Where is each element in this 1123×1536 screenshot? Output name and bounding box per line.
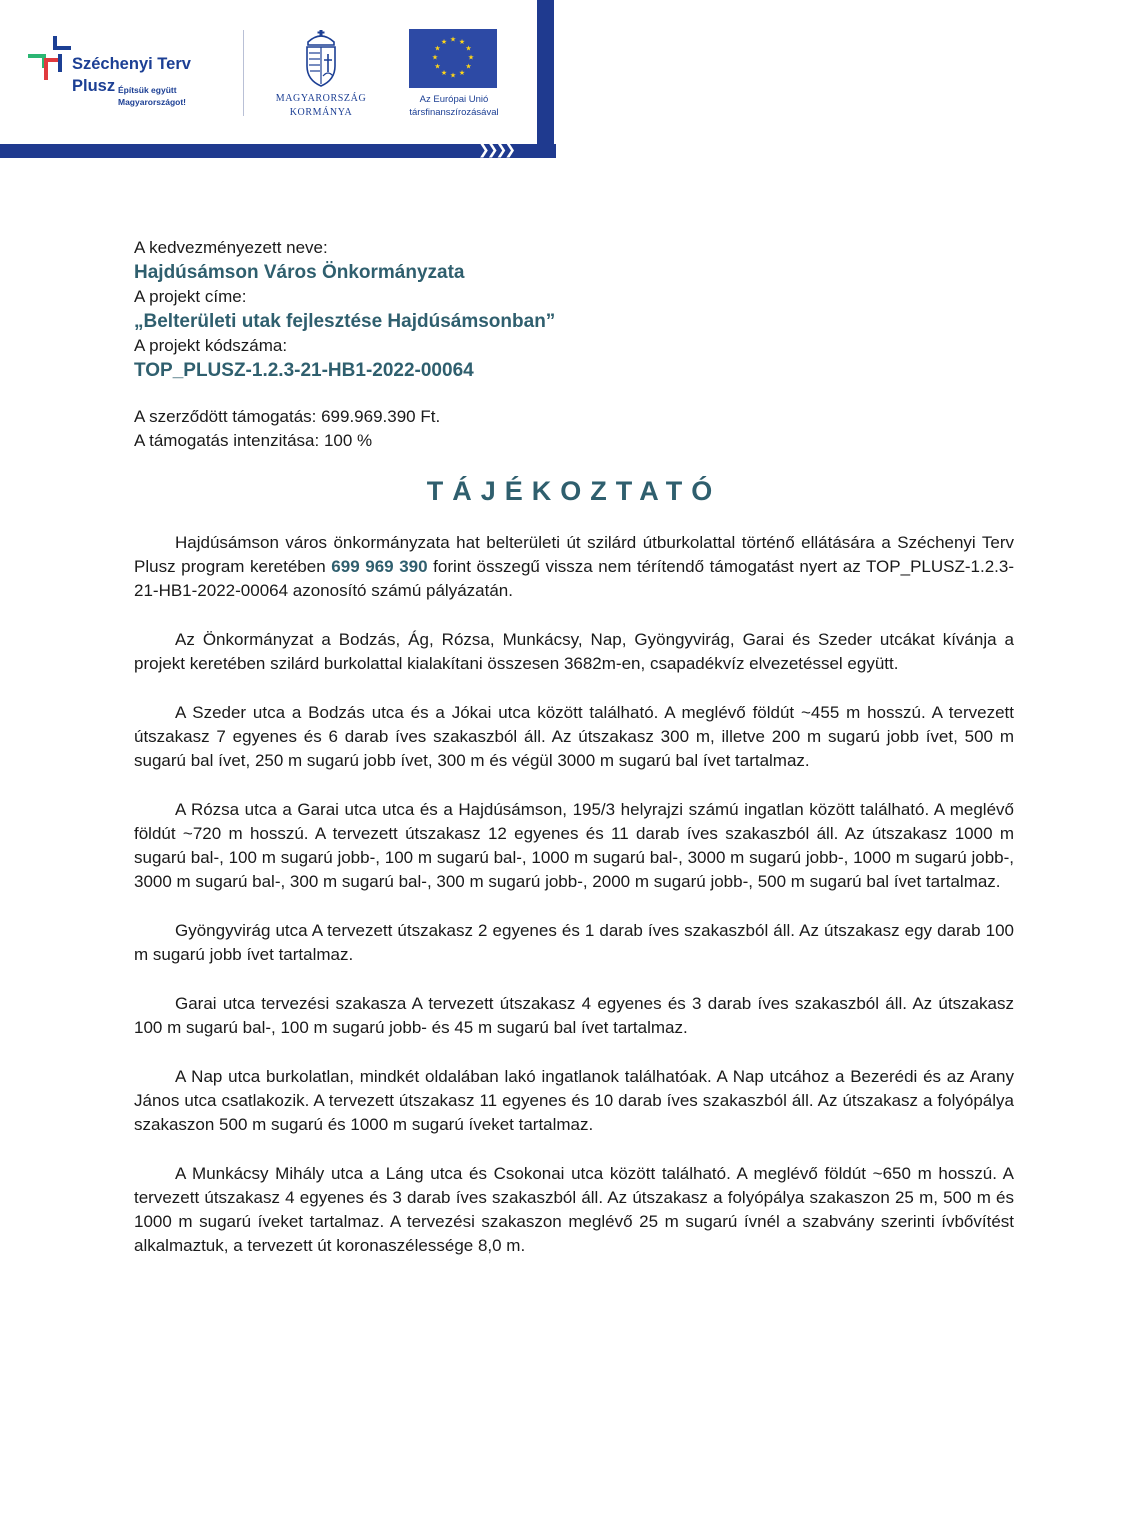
project-title: „Belterületi utak fejlesztése Hajdúsámsonban” <box>134 311 556 332</box>
beneficiary-label: A kedvezményezett neve: <box>134 238 328 257</box>
slogan-line-2: Magyarországot! <box>118 97 187 107</box>
beneficiary-name: Hajdúsámson Város Önkormányzata <box>134 262 465 283</box>
svg-text:★: ★ <box>467 53 475 62</box>
project-code: TOP_PLUSZ-1.2.3-21-HB1-2022-00064 <box>134 360 474 381</box>
government-line-2: KORMÁNYA <box>289 107 353 118</box>
government-label <box>264 92 378 120</box>
header-banner <box>0 0 1089 160</box>
paragraph-streets: Az Önkormányzat a Bodzás, Ág, Rózsa, Munkácsy, Nap, Gyöngyvirág, Garai és Szeder utcákat kívánja a projekt keretében szilárd burkolattal kialakítani összesen 3682m-en, csapadékvíz elvezetéssel együtt. <box>134 630 1014 673</box>
paragraph-intro <box>134 531 1014 603</box>
chevron-right-icon: ❯❯❯❯ <box>478 142 513 158</box>
svg-text:★: ★ <box>434 44 441 53</box>
government-line-1: MAGYARORSZÁG <box>275 93 367 104</box>
document-title: TÁJÉKOZTATÓ <box>426 476 722 506</box>
project-title-label: A projekt címe: <box>134 287 247 306</box>
szechenyi-slogan <box>118 84 228 108</box>
grant-amount: A szerződött támogatás: 699.969.390 Ft. <box>134 407 441 426</box>
svg-text:★: ★ <box>431 53 439 62</box>
banner-vertical-stripe <box>537 0 1089 158</box>
banner-horizontal-stripe <box>0 144 556 158</box>
svg-text:★: ★ <box>449 71 457 80</box>
szechenyi-plusz: Plusz <box>72 77 116 95</box>
svg-text:★: ★ <box>458 69 466 77</box>
paragraph-munkacsy-utca: A Munkácsy Mihály utca a Láng utca és Csokonai utca között található. A meglévő földút ~650 m hosszú. A tervezett útszakasz 4 egyenes és 3 darab íves szakaszból áll. Az útszakasz a folyópálya szakaszon 25 m, 500 m és 1000 m sugarú íveket tartalmaz. A tervezési szakaszon meglévő 25 m sugarú ívnél a szabvány szerinti ívbővítést alkalmaztuk, a tervezett út koronaszélessége 8,0 m. <box>134 1164 1014 1255</box>
svg-text:★: ★ <box>440 69 448 77</box>
eu-label <box>395 93 513 119</box>
szechenyi-name: Széchenyi Terv <box>72 55 191 73</box>
svg-text:★: ★ <box>465 44 472 53</box>
svg-text:★: ★ <box>449 35 457 44</box>
paragraph-nap-utca: A Nap utca burkolatlan, mindkét oldalában lakó ingatlanok találhatóak. A Nap utcához a Bezerédi és az Arany János utca csatlakozik. A tervezett útszakasz 11 egyenes és 10 darab íves szakaszból áll. Az útszakasz a folyópálya szakaszon 500 m sugarú és 1000 m sugarú íveket tartalmaz. <box>134 1067 1014 1134</box>
svg-text:★: ★ <box>440 38 448 46</box>
svg-text:★: ★ <box>458 38 466 46</box>
grant-intensity: A támogatás intenzitása: 100 % <box>134 431 373 450</box>
paragraph-intro-part-2: forint összegű vissza nem térítendő támogatást nyert az TOP_PLUSZ-1.2.3-21-HB1-2022-00064 azonosító számú pályázatán. <box>134 557 1014 600</box>
document-body <box>134 236 1014 1283</box>
project-code-label: A projekt kódszáma: <box>134 336 288 355</box>
grant-amount-highlight: 699 969 390 <box>331 557 428 576</box>
paragraph-intro-part-1: Hajdúsámson város önkormányzata hat belterületi út szilárd útburkolattal történő ellátására a Széchenyi Terv Plusz program keretében <box>134 533 1014 576</box>
svg-text:★: ★ <box>465 62 472 71</box>
slogan-line-1: Építsük együtt <box>118 85 177 95</box>
eu-line-1: Az Európai Unió <box>419 94 489 105</box>
paragraph-szeder-utca: A Szeder utca a Bodzás utca és a Jókai utca között található. A meglévő földút ~455 m hosszú. A tervezett útszakasz 7 egyenes és 6 darab íves szakaszból áll. Az útszakasz 300 m, illetve 200 m sugarú jobb ívet, 500 m sugarú bal ívet, 250 m sugarú jobb ívet, 300 m és végül 3000 m sugarú bal ívet tartalmaz. <box>134 703 1014 770</box>
svg-text:★: ★ <box>434 62 441 71</box>
paragraph-rozsa-utca: A Rózsa utca a Garai utca utca és a Hajdúsámson, 195/3 helyrajzi számú ingatlan között található. A meglévő földút ~720 m hosszú. A tervezett útszakasz 12 egyenes és 11 darab íves szakaszból áll. Az útszakasz 1000 m sugarú bal-, 100 m sugarú jobb-, 100 m sugarú bal-, 1000 m sugarú bal-, 3000 m sugarú jobb-, 1000 m sugarú jobb-, 3000 m sugarú bal-, 300 m sugarú bal-, 300 m sugarú jobb-, 2000 m sugarú jobb-, 500 m sugarú bal ívet tartalmaz. <box>134 800 1014 891</box>
chevron-down-icon: ❯ ❯ ❯ <box>1077 90 1089 126</box>
hungarian-coat-of-arms-icon <box>300 28 342 88</box>
eu-flag-icon <box>409 29 497 88</box>
eu-line-2: társfinanszírozásával <box>409 107 499 118</box>
paragraph-garai-utca: Garai utca tervezési szakasza A tervezett útszakasz 4 egyenes és 3 darab íves szakaszból áll. Az útszakasz 100 m sugarú bal-, 100 m sugarú jobb- és 45 m sugarú bal ívet tartalmaz. <box>134 994 1014 1037</box>
logo-divider <box>243 30 244 116</box>
paragraph-gyongyvirag-utca: Gyöngyvirág utca A tervezett útszakasz 2 egyenes és 1 darab íves szakaszból áll. Az útszakasz egy darab 100 m sugarú jobb ívet tartalmaz. <box>134 921 1014 964</box>
